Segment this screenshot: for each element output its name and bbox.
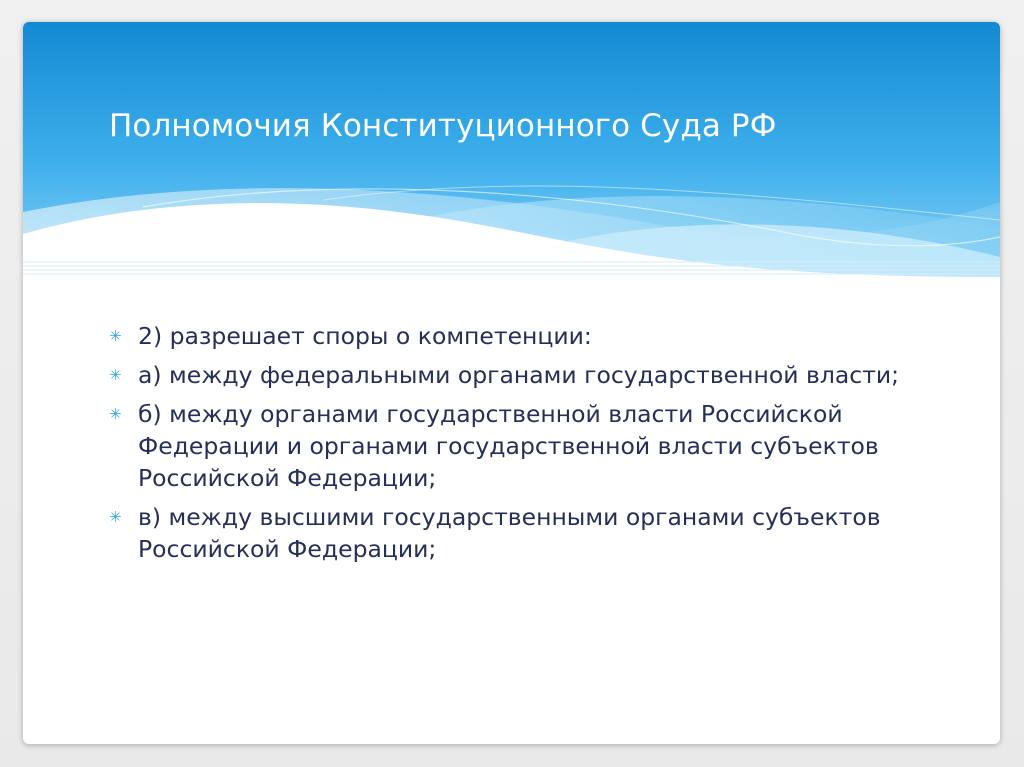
asterisk-bullet-icon: ✳: [109, 366, 122, 384]
bullet-text: б) между органами государственной власти Российской Федерации и органами государственной власти субъектов Российской Федерации;: [138, 400, 879, 492]
asterisk-bullet-icon: ✳: [109, 508, 122, 526]
slide-title: Полномочия Конституционного Суда РФ: [109, 108, 777, 144]
slide: [23, 22, 1000, 744]
bullet-text: 2) разрешает споры о компетенции:: [138, 322, 592, 350]
list-item: [109, 359, 929, 391]
bullet-text: в) между высшими государственными органами субъектов Российской Федерации;: [138, 503, 881, 563]
list-item: [109, 320, 929, 352]
asterisk-bullet-icon: ✳: [109, 327, 122, 345]
header-wave-background: [23, 22, 1000, 292]
list-item: [109, 501, 929, 565]
bullet-list: [109, 320, 929, 572]
bullet-text: а) между федеральными органами государственной власти;: [138, 361, 900, 389]
asterisk-bullet-icon: ✳: [109, 405, 122, 423]
list-item: [109, 398, 929, 494]
